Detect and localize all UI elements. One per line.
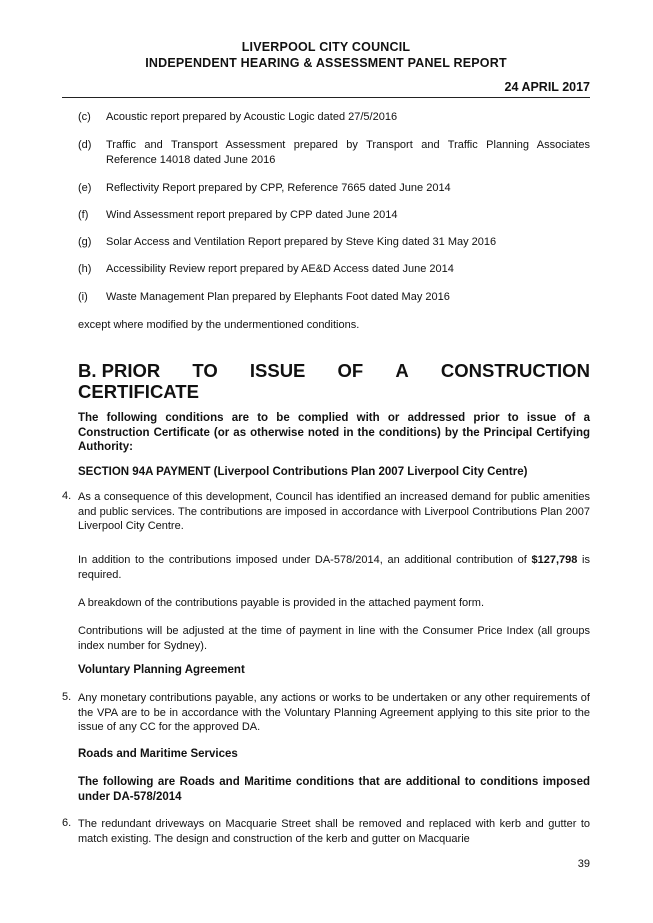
para2-text-end: is required.: [78, 554, 590, 581]
list-item-text: Solar Access and Ventilation Report prepared by Steve King dated 31 May 2016: [106, 236, 497, 248]
list-item-label: (d): [78, 139, 92, 151]
vpa-heading: Voluntary Planning Agreement: [78, 664, 245, 676]
heading-word: ISSUE: [249, 360, 306, 381]
contribution-amount: $127,798: [531, 554, 578, 566]
para2-text: In addition to the contributions imposed under DA-578/2014, an additional contribution of: [78, 554, 527, 566]
list-item-label: (c): [78, 111, 91, 123]
list-item-label: (i): [78, 291, 88, 303]
header-rule: [62, 97, 590, 98]
list-item-text: Traffic and Transport Assessment prepared by Transport and Traffic Planning Associates Reference 14018 dated June 2016: [106, 139, 590, 166]
page-number: 39: [577, 858, 590, 870]
list-item-label: (h): [78, 263, 92, 275]
section-heading: [78, 360, 590, 402]
section-heading-line2: CERTIFICATE: [78, 381, 199, 402]
rms-intro: The following are Roads and Maritime conditions that are additional to conditions imposed under DA-578/2014: [78, 776, 590, 803]
heading-word: OF: [337, 360, 364, 381]
list-item-label: (e): [78, 182, 92, 194]
heading-word: A: [395, 360, 409, 381]
list-item-text: Acoustic report prepared by Acoustic Logic dated 27/5/2016: [106, 111, 398, 123]
condition-4-para1: As a consequence of this development, Council has identified an increased demand for public amenities and public services. The contributions are imposed in accordance with Liverpool Contributions Plan 2007 Liverpool City Centre.: [78, 491, 590, 532]
header-date: 24 APRIL 2017: [504, 80, 590, 94]
header-council-name: LIVERPOOL CITY COUNCIL: [241, 40, 411, 54]
condition-number: 5.: [62, 691, 72, 703]
section-heading-line1: [78, 360, 590, 381]
rms-heading: Roads and Maritime Services: [78, 748, 238, 760]
condition-4-para4: Contributions will be adjusted at the time of payment in line with the Consumer Price Index (all groups index number for Sydney).: [78, 625, 590, 652]
intro-conditions: The following conditions are to be complied with or addressed prior to issue of a Construction Certificate (or as otherwise noted in the conditions) by the Principal Certifying Authority:: [78, 412, 590, 453]
condition-6-text: The redundant driveways on Macquarie Street shall be removed and replaced with kerb and gutter to match existing. The design and construction of the kerb and gutter on Macquarie: [78, 818, 590, 845]
except-paragraph: except where modified by the undermentioned conditions.: [78, 319, 360, 331]
list-item-label: (f): [78, 209, 89, 221]
list-item-text: Reflectivity Report prepared by CPP, Reference 7665 dated June 2014: [106, 182, 451, 194]
list-item-label: (g): [78, 236, 92, 248]
condition-number: 4.: [62, 490, 72, 502]
list-item-text: Waste Management Plan prepared by Elephants Foot dated May 2016: [106, 291, 450, 303]
list-item-text: Accessibility Review report prepared by AE&D Access dated June 2014: [106, 263, 454, 275]
heading-word: TO: [192, 360, 218, 381]
condition-5-text: Any monetary contributions payable, any actions or works to be undertaken or any other requirements of the VPA are to be in accordance with the Voluntary Planning Agreement applying to this site prior to the issue of any CC for the approved DA.: [78, 692, 590, 733]
condition-4-para3: A breakdown of the contributions payable is provided in the attached payment form.: [78, 597, 485, 609]
header-report-title: INDEPENDENT HEARING & ASSESSMENT PANEL REPORT: [145, 56, 507, 70]
condition-4-para2: [78, 553, 590, 582]
list-item-text: Wind Assessment report prepared by CPP dated June 2014: [106, 209, 398, 221]
section-94a-heading: SECTION 94A PAYMENT (Liverpool Contributions Plan 2007 Liverpool City Centre): [78, 466, 528, 478]
heading-word: B. PRIOR: [78, 360, 161, 381]
condition-number: 6.: [62, 817, 72, 829]
heading-word: CONSTRUCTION: [440, 360, 590, 381]
